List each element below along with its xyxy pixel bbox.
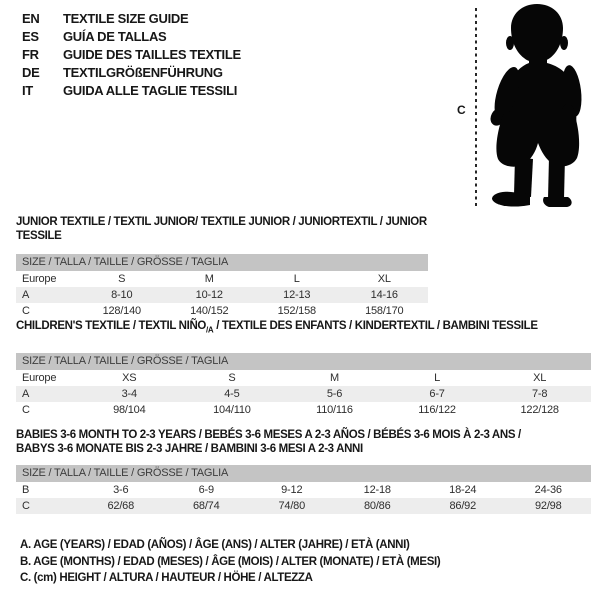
row-label-cell: Europe [22,372,57,385]
language-row [22,64,241,82]
table-row [16,498,591,514]
legend-line: C. (cm) HEIGHT / ALTURA / HAUTEUR / HÖHE / ALTEZZA [20,572,313,584]
language-code: EN [22,11,40,26]
value-cell: 7-8 [532,388,548,401]
size-header-bar: SIZE / TALLA / TAILLE / GRÖSSE / TAGLIA [16,353,591,370]
value-cell: 3-4 [121,388,137,401]
value-cell: L [434,372,441,385]
size-header-bar: SIZE / TALLA / TAILLE / GRÖSSE / TAGLIA [16,465,591,482]
table-row [16,287,428,303]
size-header-bar: SIZE / TALLA / TAILLE / GRÖSSE / TAGLIA [16,254,428,271]
height-measure-label: C [457,103,466,117]
table-row [16,370,591,386]
table-title-segment: /A [206,325,214,335]
value-cell: 4-5 [224,388,240,401]
baby-head [511,4,563,62]
table-title-line [16,319,591,337]
table-title [16,319,591,337]
language-row [22,46,241,64]
baby-ear-right [560,36,568,50]
language-label: TEXTILE SIZE GUIDE [63,11,189,26]
table-title-segment: BABIES 3-6 MONTH TO 2-3 YEARS / BEBÉS 3-6 MESES A 2-3 AÑOS / BÉBÉS 3-6 MOIS À 2-3 ANS / [16,429,521,441]
value-cell: XL [377,273,391,285]
table-title-segment: JUNIOR TEXTILE / TEXTIL JUNIOR/ TEXTILE JUNIOR / JUNIORTEXTIL / JUNIOR TESSILE [16,216,427,242]
language-list [22,10,241,100]
table-title-segment: / TEXTILE DES ENFANTS / KINDERTEXTIL / BAMBINI TESSILE [213,320,538,332]
height-dotted-line [475,8,477,206]
value-cell: 10-12 [195,289,223,301]
value-cell: 12-18 [363,484,391,496]
table-title-segment: BABYS 3-6 MONATE BIS 2-3 JAHRE / BAMBINI 3-6 MESI A 2-3 ANNI [16,443,363,455]
value-cell: 104/110 [213,404,251,417]
language-row [22,28,241,46]
value-cell: 68/74 [192,500,220,512]
table-title-line [16,442,591,456]
value-cell: 122/128 [520,404,559,417]
value-cell: 6-7 [429,388,445,401]
language-code: FR [22,47,39,62]
table-row [16,402,591,418]
value-cell: 6-9 [198,484,214,496]
value-cell: 14-16 [370,289,398,301]
row-label-cell: C [22,500,30,512]
value-cell: M [330,372,339,385]
babies-textile-table [16,428,591,514]
value-cell: XS [122,372,137,385]
value-cell: M [204,273,214,285]
value-cell: 12-13 [283,289,311,301]
row-label-cell: C [22,404,30,417]
baby-foot-left [492,192,530,207]
value-cell: 92/98 [534,500,562,512]
value-cell: 74/80 [278,500,306,512]
baby-shorts [496,113,579,167]
row-label-cell: A [22,289,30,301]
value-cell: 86/92 [449,500,477,512]
value-cell: 140/152 [190,305,229,317]
children-textile-table [16,319,591,418]
value-cell: 128/140 [102,305,141,317]
value-cell: 8-10 [111,289,133,301]
value-cell: 18-24 [449,484,477,496]
measurement-legend [20,537,440,587]
baby-leg-right [548,157,565,199]
value-cell: 5-6 [326,388,343,401]
baby-foot-right [543,197,572,207]
table-title-line [16,215,428,243]
value-cell: 24-36 [534,484,562,496]
junior-textile-table [16,215,428,319]
value-cell: L [293,273,300,285]
value-cell: 80/86 [363,500,391,512]
value-cell: S [228,372,236,385]
table-title [16,215,428,243]
value-cell: 110/116 [316,404,353,417]
legend-line: B. AGE (MONTHS) / EDAD (MESES) / ÂGE (MOIS) / ALTER (MONATE) / ETÀ (MESI) [20,555,441,568]
baby-leg-left [514,157,533,197]
value-cell: 3-6 [113,484,129,496]
value-cell: S [118,273,126,285]
value-cell: 152/158 [277,305,316,317]
row-label-cell: B [22,484,30,496]
table-title-segment: CHILDREN'S TEXTILE / TEXTIL NIÑO [16,320,207,332]
row-label-cell: Europe [22,273,57,285]
row-label-cell: A [22,388,30,401]
table-row [16,386,591,402]
value-cell: 158/170 [365,305,404,317]
legend-line: A. AGE (YEARS) / EDAD (AÑOS) / ÂGE (ANS) / ALTER (JAHRE) / ETÀ (ANNI) [20,539,410,551]
table-row [16,303,428,319]
language-code: IT [22,83,33,98]
baby-silhouette-image [479,3,597,207]
table-row [16,482,591,498]
baby-ear-left [506,36,514,50]
value-cell: 9-12 [281,484,303,496]
row-label-cell: C [22,305,30,317]
value-cell: 62/68 [107,500,135,512]
table-title-line [16,428,591,442]
language-code: DE [22,65,40,80]
language-row [22,10,241,28]
table-title [16,428,591,456]
table-row [16,271,428,287]
value-cell: XL [533,372,547,385]
language-label: GUIDA ALLE TAGLIE TESSILI [63,83,238,98]
language-label: GUIDE DES TAILLES TEXTILE [63,47,241,62]
language-label: GUÍA DE TALLAS [63,29,167,44]
language-label: TEXTILGRÖßENFÜHRUNG [63,65,223,80]
value-cell: 116/122 [418,404,456,417]
language-code: ES [22,29,39,44]
language-row [22,82,241,100]
value-cell: 98/104 [113,404,146,417]
